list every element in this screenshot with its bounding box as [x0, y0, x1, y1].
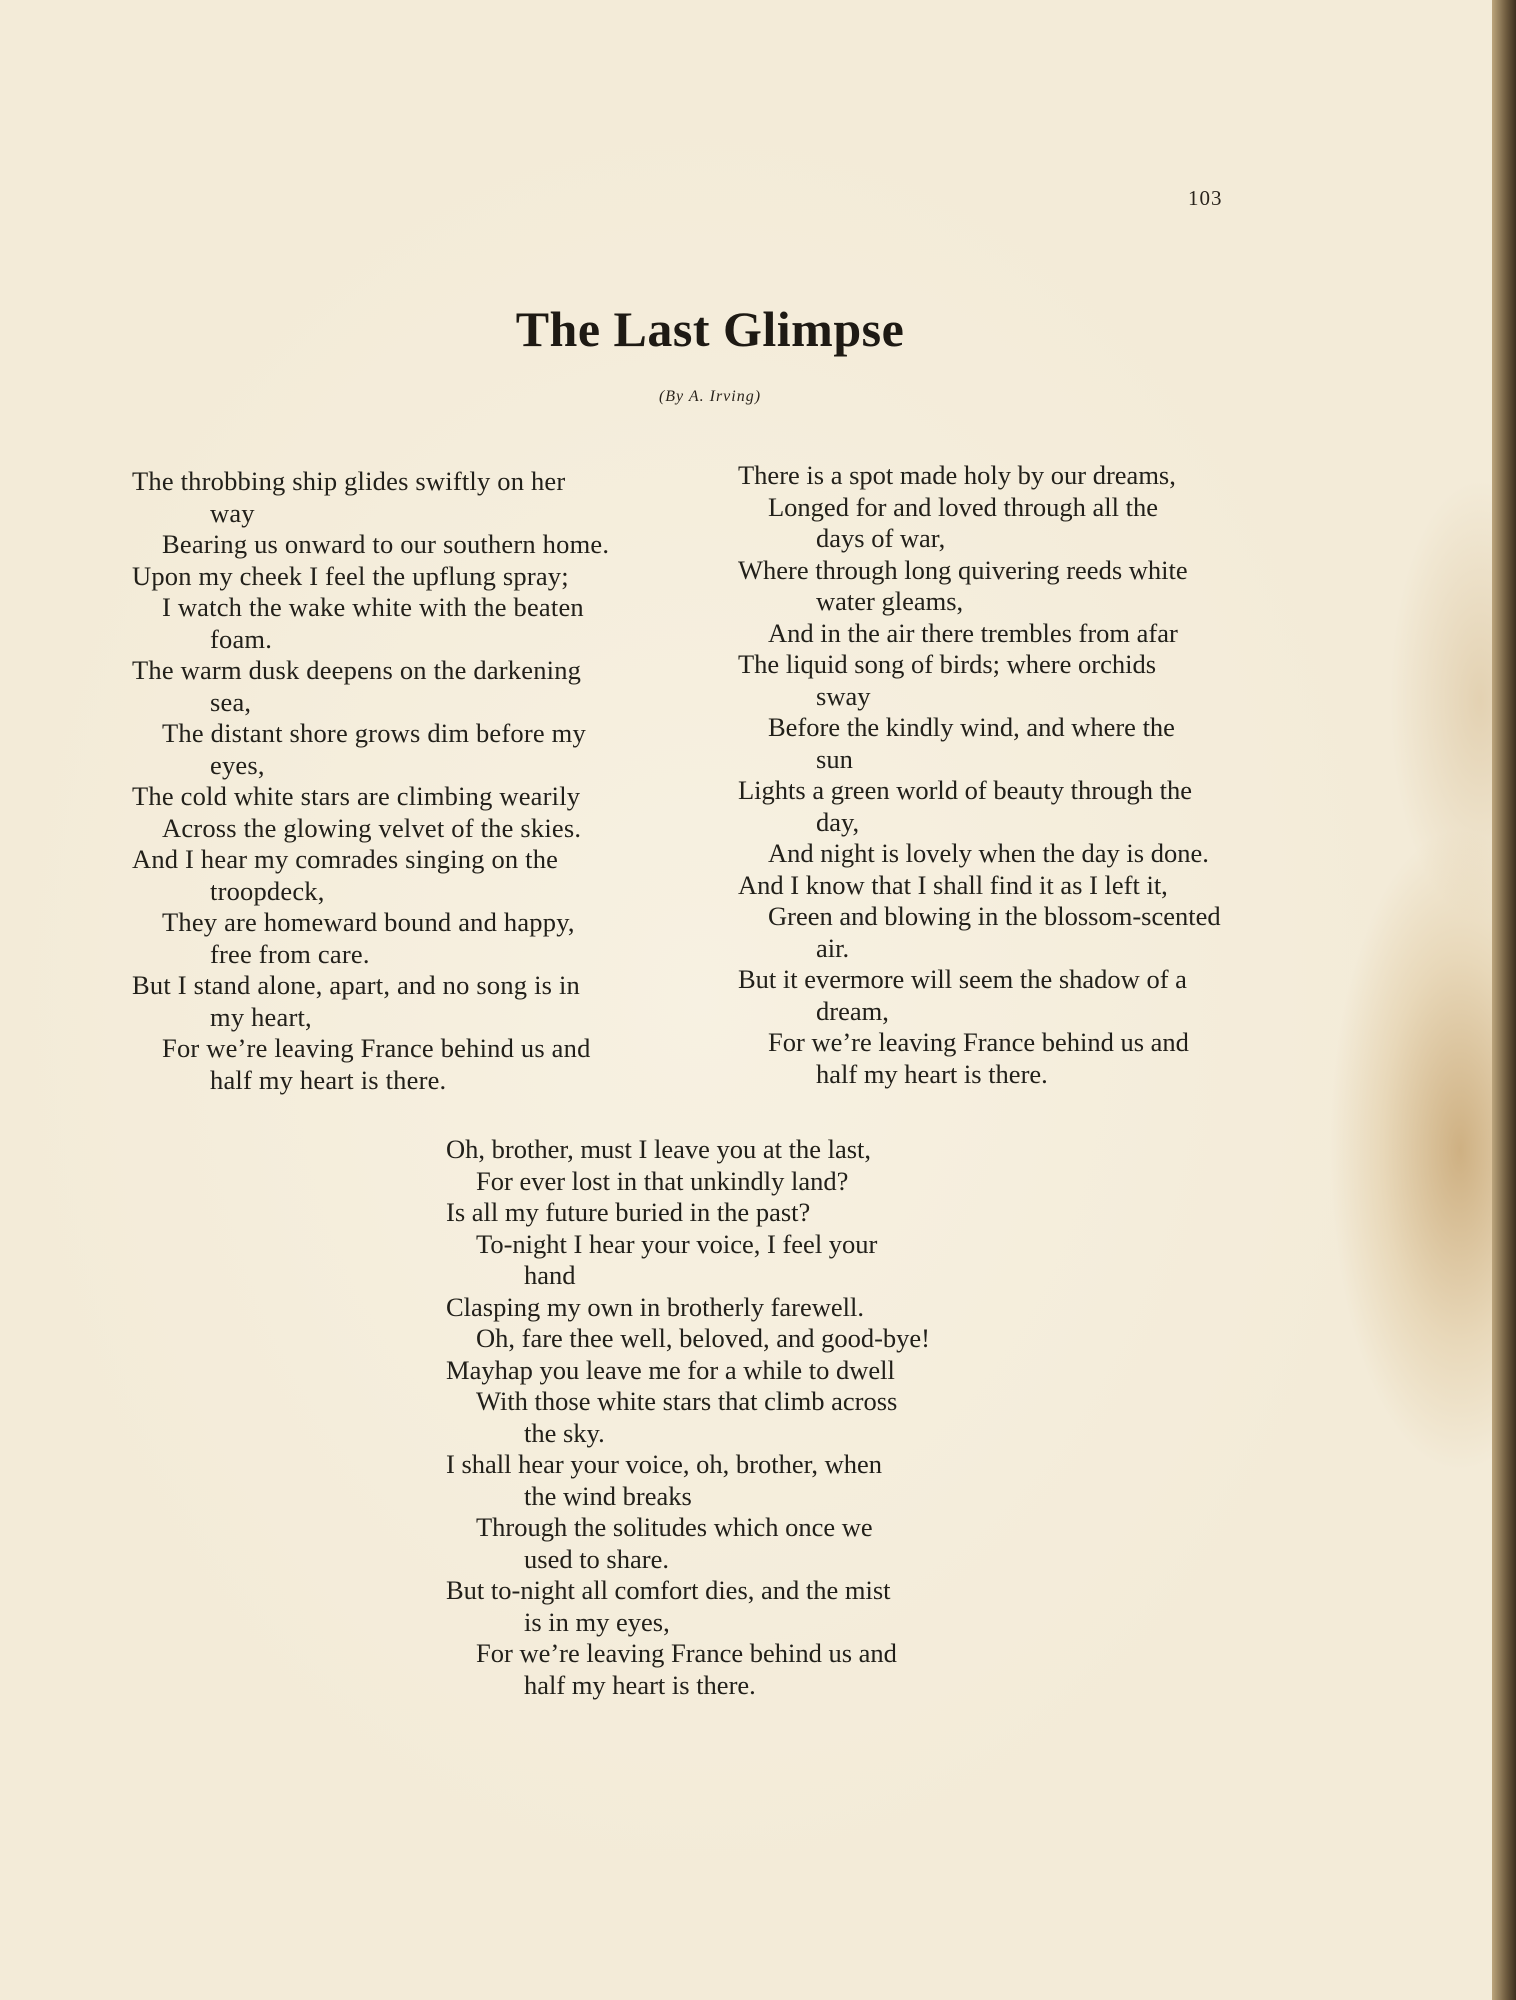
poem-line: free from care. [210, 938, 370, 969]
poem-line: There is a spot made holy by our dreams, [738, 460, 1176, 490]
poem-line: Oh, fare thee well, beloved, and good-bye! [476, 1323, 931, 1353]
poem-line: eyes, [210, 749, 265, 780]
poem-line: half my heart is there. [524, 1669, 756, 1700]
poem-line: And night is lovely when the day is done. [768, 838, 1209, 868]
poem-line: is in my eyes, [524, 1606, 670, 1637]
poem-line: And I hear my comrades singing on the [132, 844, 559, 874]
poem-line: But it evermore will seem the shadow of a [738, 964, 1187, 994]
poem-line: days of war, [816, 523, 946, 553]
stanza-1 [132, 466, 692, 1096]
poem-line: Where through long quivering reeds white [738, 554, 1188, 585]
poem-line: Green and blowing in the blossom-scented [768, 901, 1221, 931]
poem-line: But to-night all comfort dies, and the mist [446, 1575, 891, 1605]
poem-line: I shall hear your voice, oh, brother, when [446, 1449, 883, 1479]
poem-line: my heart, [210, 1001, 312, 1032]
poem-line: To-night I hear your voice, I feel your [476, 1228, 878, 1259]
poem-line: Is all my future buried in the past? [446, 1197, 811, 1227]
poem-line: Through the solitudes which once we [476, 1512, 873, 1542]
poem-line: They are homeward bound and happy, [162, 907, 575, 937]
poem-line: troopdeck, [210, 875, 325, 906]
poem-line: the sky. [524, 1417, 605, 1448]
poem-byline: (By A. Irving) [658, 388, 762, 405]
poem-line: water gleams, [816, 586, 964, 616]
poem-line: Lights a green world of beauty through the [738, 775, 1193, 805]
poem-line: Longed for and loved through all the [768, 491, 1159, 522]
poem-line: sun [816, 743, 853, 774]
stanza-2 [738, 460, 1298, 1090]
poem-line: With those white stars that climb across [476, 1386, 898, 1416]
poem-line: The cold white stars are climbing wearily [132, 781, 581, 811]
poem-line: Bearing us onward to our southern home. [162, 529, 610, 559]
poem-line: For we’re leaving France behind us and [476, 1638, 897, 1668]
poem-line: And I know that I shall find it as I left it, [738, 869, 1168, 900]
poem-line: half my heart is there. [816, 1058, 1048, 1089]
poem-line: The throbbing ship glides swiftly on her [132, 466, 566, 496]
poem-line: way [210, 497, 255, 528]
poem-line: For we’re leaving France behind us and [162, 1033, 591, 1063]
poem-line: half my heart is there. [210, 1064, 447, 1095]
poem-line: The warm dusk deepens on the darkening [132, 655, 582, 685]
poem-line: For we’re leaving France behind us and [768, 1027, 1189, 1057]
poem-line: Clasping my own in brotherly farewell. [446, 1291, 865, 1322]
poem-line: Mayhap you leave me for a while to dwell [446, 1354, 895, 1385]
poem-line: The liquid song of birds; where orchids [738, 649, 1157, 679]
poem-line: sea, [210, 686, 252, 717]
poem-line: day, [816, 806, 860, 837]
poem-line: the wind breaks [524, 1480, 692, 1511]
poem-title: The Last Glimpse [515, 301, 905, 357]
poem-line: I watch the wake white with the beaten [162, 592, 584, 622]
poem-line: sway [816, 680, 871, 711]
poem-line: Before the kindly wind, and where the [768, 712, 1175, 742]
poem-line: Across the glowing velvet of the skies. [162, 812, 582, 843]
page-edge [1492, 0, 1516, 2000]
poem-line: The distant shore grows dim before my [162, 718, 586, 748]
poem-line: hand [524, 1260, 576, 1290]
poem-line: foam. [210, 623, 273, 654]
page-number: 103 [1188, 186, 1223, 210]
poem-line: But I stand alone, apart, and no song is in [132, 970, 580, 1000]
poem-line: And in the air there trembles from afar [768, 617, 1178, 648]
poem-line: air. [816, 932, 850, 963]
poem-line: Upon my cheek I feel the upflung spray; [132, 560, 569, 591]
poem-line: For ever lost in that unkindly land? [476, 1165, 849, 1196]
stanza-3 [446, 1134, 1006, 1701]
poem-line: dream, [816, 995, 889, 1026]
poem-line: Oh, brother, must I leave you at the last, [446, 1134, 872, 1164]
poem-line: used to share. [524, 1543, 669, 1574]
